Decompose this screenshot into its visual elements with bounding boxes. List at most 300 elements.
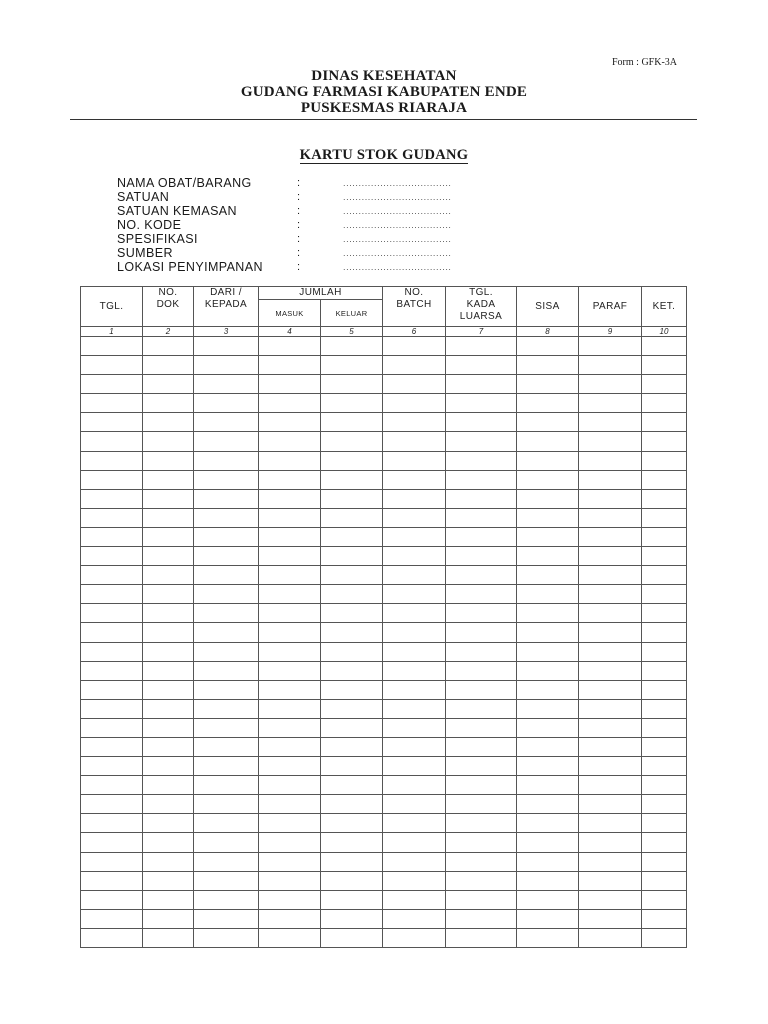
table-cell [383,489,446,508]
field-colon: : [297,177,301,189]
table-row [81,737,687,756]
table-cell [383,890,446,909]
header-batch-line1: NO. [404,287,424,298]
table-cell [143,718,194,737]
table-cell [642,757,687,776]
field-label: LOKASI PENYIMPANAN [117,260,263,274]
table-cell [321,871,383,890]
table-cell [321,356,383,375]
table-cell [579,757,642,776]
table-cell [642,852,687,871]
table-cell [579,413,642,432]
table-cell [642,337,687,356]
field-blank: ................................... [343,262,452,272]
field-colon: : [297,261,301,273]
table-cell [194,547,259,566]
column-number: 3 [194,327,259,337]
table-cell [642,699,687,718]
table-cell [579,337,642,356]
table-row [81,718,687,737]
table-cell [383,432,446,451]
header-tgl: TGL. [81,287,143,327]
table-cell [194,642,259,661]
column-number: 6 [383,327,446,337]
table-cell [321,470,383,489]
table-cell [321,699,383,718]
table-cell [579,680,642,699]
table-cell [579,699,642,718]
header-jumlah: JUMLAH [259,287,383,300]
table-cell [81,757,143,776]
table-cell [383,585,446,604]
table-cell [446,928,517,947]
table-cell [143,890,194,909]
table-cell [321,585,383,604]
field-label: SATUAN [117,190,170,204]
table-row [81,489,687,508]
stock-card-table [80,286,687,948]
table-cell [194,871,259,890]
table-cell [194,451,259,470]
table-cell [383,394,446,413]
table-cell [143,413,194,432]
table-cell [81,814,143,833]
table-cell [321,661,383,680]
column-number: 7 [446,327,517,337]
table-cell [143,604,194,623]
table-cell [321,833,383,852]
table-cell [81,547,143,566]
table-cell [321,890,383,909]
table-cell [143,470,194,489]
table-cell [579,604,642,623]
table-cell [194,833,259,852]
table-cell [642,642,687,661]
header-no-dok [143,287,194,327]
table-cell [517,508,579,527]
table-cell [259,718,321,737]
column-number: 5 [321,327,383,337]
table-cell [81,508,143,527]
table-cell [321,451,383,470]
table-cell [517,337,579,356]
table-cell [143,508,194,527]
table-cell [81,375,143,394]
table-cell [259,757,321,776]
table-cell [446,833,517,852]
table-cell [383,928,446,947]
table-cell [143,928,194,947]
document-title [70,147,698,164]
table-cell [81,680,143,699]
header-paraf: PARAF [579,287,642,327]
table-cell [517,642,579,661]
column-number: 10 [642,327,687,337]
table-cell [321,337,383,356]
table-row [81,375,687,394]
field-blank: ................................... [343,206,452,216]
table-cell [194,795,259,814]
header-no-dok-line1: NO. [158,287,178,298]
table-cell [259,909,321,928]
table-cell [81,795,143,814]
table-cell [259,470,321,489]
table-cell [446,871,517,890]
field-label: SPESIFIKASI [117,232,198,246]
table-cell [446,795,517,814]
table-cell [383,718,446,737]
field-colon: : [297,247,301,259]
table-cell [642,375,687,394]
table-cell [517,604,579,623]
table-cell [446,489,517,508]
table-cell [81,527,143,546]
table-cell [446,432,517,451]
table-cell [579,470,642,489]
table-cell [143,795,194,814]
table-cell [642,680,687,699]
table-cell [194,890,259,909]
table-cell [383,699,446,718]
field-label: NO. KODE [117,218,182,232]
table-cell [642,928,687,947]
table-cell [194,508,259,527]
table-cell [383,871,446,890]
field-label: SUMBER [117,246,173,260]
table-cell [259,527,321,546]
table-cell [194,928,259,947]
table-cell [517,928,579,947]
stock-table-body [81,337,687,948]
table-row [81,833,687,852]
table-cell [579,489,642,508]
field-blank: ................................... [343,248,452,258]
table-cell [517,661,579,680]
table-cell [143,375,194,394]
table-cell [383,737,446,756]
column-number: 1 [81,327,143,337]
table-cell [81,451,143,470]
table-cell [321,432,383,451]
table-cell [321,604,383,623]
table-row [81,604,687,623]
table-cell [517,718,579,737]
table-cell [579,871,642,890]
table-cell [579,776,642,795]
table-cell [446,470,517,489]
table-cell [143,432,194,451]
table-cell [259,413,321,432]
field-blank: ................................... [343,192,452,202]
table-cell [517,757,579,776]
table-cell [81,337,143,356]
table-cell [383,566,446,585]
column-number: 2 [143,327,194,337]
table-cell [517,356,579,375]
table-cell [579,890,642,909]
table-row [81,871,687,890]
table-cell [81,432,143,451]
table-cell [143,909,194,928]
table-cell [517,375,579,394]
field-colon: : [297,191,301,203]
table-cell [446,413,517,432]
table-cell [81,356,143,375]
table-cell [194,718,259,737]
table-cell [642,547,687,566]
table-cell [383,833,446,852]
table-row [81,776,687,795]
table-cell [321,566,383,585]
table-cell [143,642,194,661]
table-cell [321,375,383,394]
table-cell [579,795,642,814]
table-cell [517,852,579,871]
table-cell [143,566,194,585]
table-cell [517,795,579,814]
table-cell [143,737,194,756]
table-cell [321,795,383,814]
table-cell [579,909,642,928]
table-cell [259,508,321,527]
table-cell [194,527,259,546]
table-cell [579,623,642,642]
table-cell [446,566,517,585]
table-cell [259,432,321,451]
table-cell [194,356,259,375]
table-row [81,585,687,604]
header-no-batch [383,287,446,327]
field-label: SATUAN KEMASAN [117,204,237,218]
table-row [81,413,687,432]
table-cell [383,909,446,928]
table-cell [642,489,687,508]
table-cell [259,642,321,661]
table-cell [81,604,143,623]
table-row [81,623,687,642]
table-row [81,356,687,375]
table-cell [446,642,517,661]
table-cell [446,661,517,680]
header-line-2: GUDANG FARMASI KABUPATEN ENDE [240,84,528,100]
table-cell [446,585,517,604]
field-colon: : [297,205,301,217]
table-cell [259,604,321,623]
table-cell [259,737,321,756]
table-cell [81,470,143,489]
table-cell [259,795,321,814]
header-line-3: PUSKESMAS RIARAJA [300,100,468,116]
table-cell [194,604,259,623]
table-cell [642,470,687,489]
table-cell [143,680,194,699]
table-cell [383,451,446,470]
table-row [81,394,687,413]
table-cell [383,527,446,546]
table-cell [446,337,517,356]
table-cell [194,413,259,432]
table-cell [383,852,446,871]
table-cell [259,699,321,718]
table-cell [517,814,579,833]
table-cell [321,718,383,737]
table-cell [383,337,446,356]
table-cell [143,833,194,852]
table-cell [259,356,321,375]
table-cell [143,451,194,470]
table-cell [446,375,517,394]
table-cell [642,432,687,451]
header-tgl-kada-luarsa [446,287,517,327]
table-cell [194,737,259,756]
column-number: 8 [517,327,579,337]
header-dari-line2: KEPADA [204,299,248,310]
table-cell [383,680,446,699]
table-cell [446,604,517,623]
table-cell [81,623,143,642]
table-cell [194,680,259,699]
table-cell [143,871,194,890]
table-row [81,337,687,356]
table-cell [143,585,194,604]
table-cell [81,852,143,871]
table-cell [81,661,143,680]
table-cell [143,527,194,546]
table-cell [81,394,143,413]
table-row [81,470,687,489]
table-cell [579,928,642,947]
table-cell [517,776,579,795]
table-cell [642,508,687,527]
table-cell [517,566,579,585]
table-row [81,795,687,814]
table-cell [143,661,194,680]
column-number: 9 [579,327,642,337]
table-cell [517,470,579,489]
table-cell [446,909,517,928]
table-cell [81,585,143,604]
table-cell [446,757,517,776]
table-cell [383,795,446,814]
table-cell [446,451,517,470]
table-cell [194,776,259,795]
table-cell [383,508,446,527]
table-cell [383,623,446,642]
table-cell [579,356,642,375]
table-cell [321,642,383,661]
table-cell [81,718,143,737]
table-cell [579,661,642,680]
table-cell [321,909,383,928]
table-cell [259,890,321,909]
table-row [81,508,687,527]
table-cell [81,737,143,756]
table-cell [517,585,579,604]
table-cell [81,833,143,852]
table-cell [81,642,143,661]
table-cell [517,527,579,546]
table-cell [321,776,383,795]
table-cell [259,776,321,795]
header-divider [70,119,697,120]
table-cell [642,833,687,852]
header-batch-line2: BATCH [396,299,432,310]
table-cell [321,489,383,508]
table-row [81,432,687,451]
table-cell [259,566,321,585]
table-cell [194,699,259,718]
table-row [81,547,687,566]
table-row [81,661,687,680]
table-cell [642,890,687,909]
table-cell [642,776,687,795]
table-cell [321,814,383,833]
table-cell [194,757,259,776]
table-cell [81,871,143,890]
table-cell [446,852,517,871]
table-row [81,757,687,776]
header-kada-line3: LUARSA [459,311,503,322]
table-cell [517,699,579,718]
table-cell [446,623,517,642]
table-cell [383,547,446,566]
table-cell [579,814,642,833]
table-cell [446,737,517,756]
table-cell [446,508,517,527]
table-row [81,928,687,947]
table-cell [383,661,446,680]
table-cell [446,776,517,795]
table-cell [579,642,642,661]
table-cell [517,451,579,470]
column-number: 4 [259,327,321,337]
table-cell [321,852,383,871]
table-cell [642,604,687,623]
field-colon: : [297,219,301,231]
table-cell [194,489,259,508]
table-cell [579,451,642,470]
table-cell [642,356,687,375]
table-cell [259,871,321,890]
table-cell [642,871,687,890]
table-cell [143,489,194,508]
table-cell [321,623,383,642]
table-cell [259,852,321,871]
table-cell [194,852,259,871]
table-cell [517,394,579,413]
table-cell [143,337,194,356]
table-cell [642,814,687,833]
table-cell [259,928,321,947]
table-cell [321,413,383,432]
table-cell [642,585,687,604]
field-blank: ................................... [343,178,452,188]
header-ket: KET. [642,287,687,327]
table-cell [81,566,143,585]
table-cell [517,623,579,642]
table-cell [446,699,517,718]
table-cell [446,356,517,375]
table-cell [579,527,642,546]
table-cell [517,489,579,508]
table-cell [81,890,143,909]
table-row [81,566,687,585]
table-cell [81,928,143,947]
table-cell [194,470,259,489]
table-cell [259,547,321,566]
table-cell [321,547,383,566]
table-cell [259,623,321,642]
